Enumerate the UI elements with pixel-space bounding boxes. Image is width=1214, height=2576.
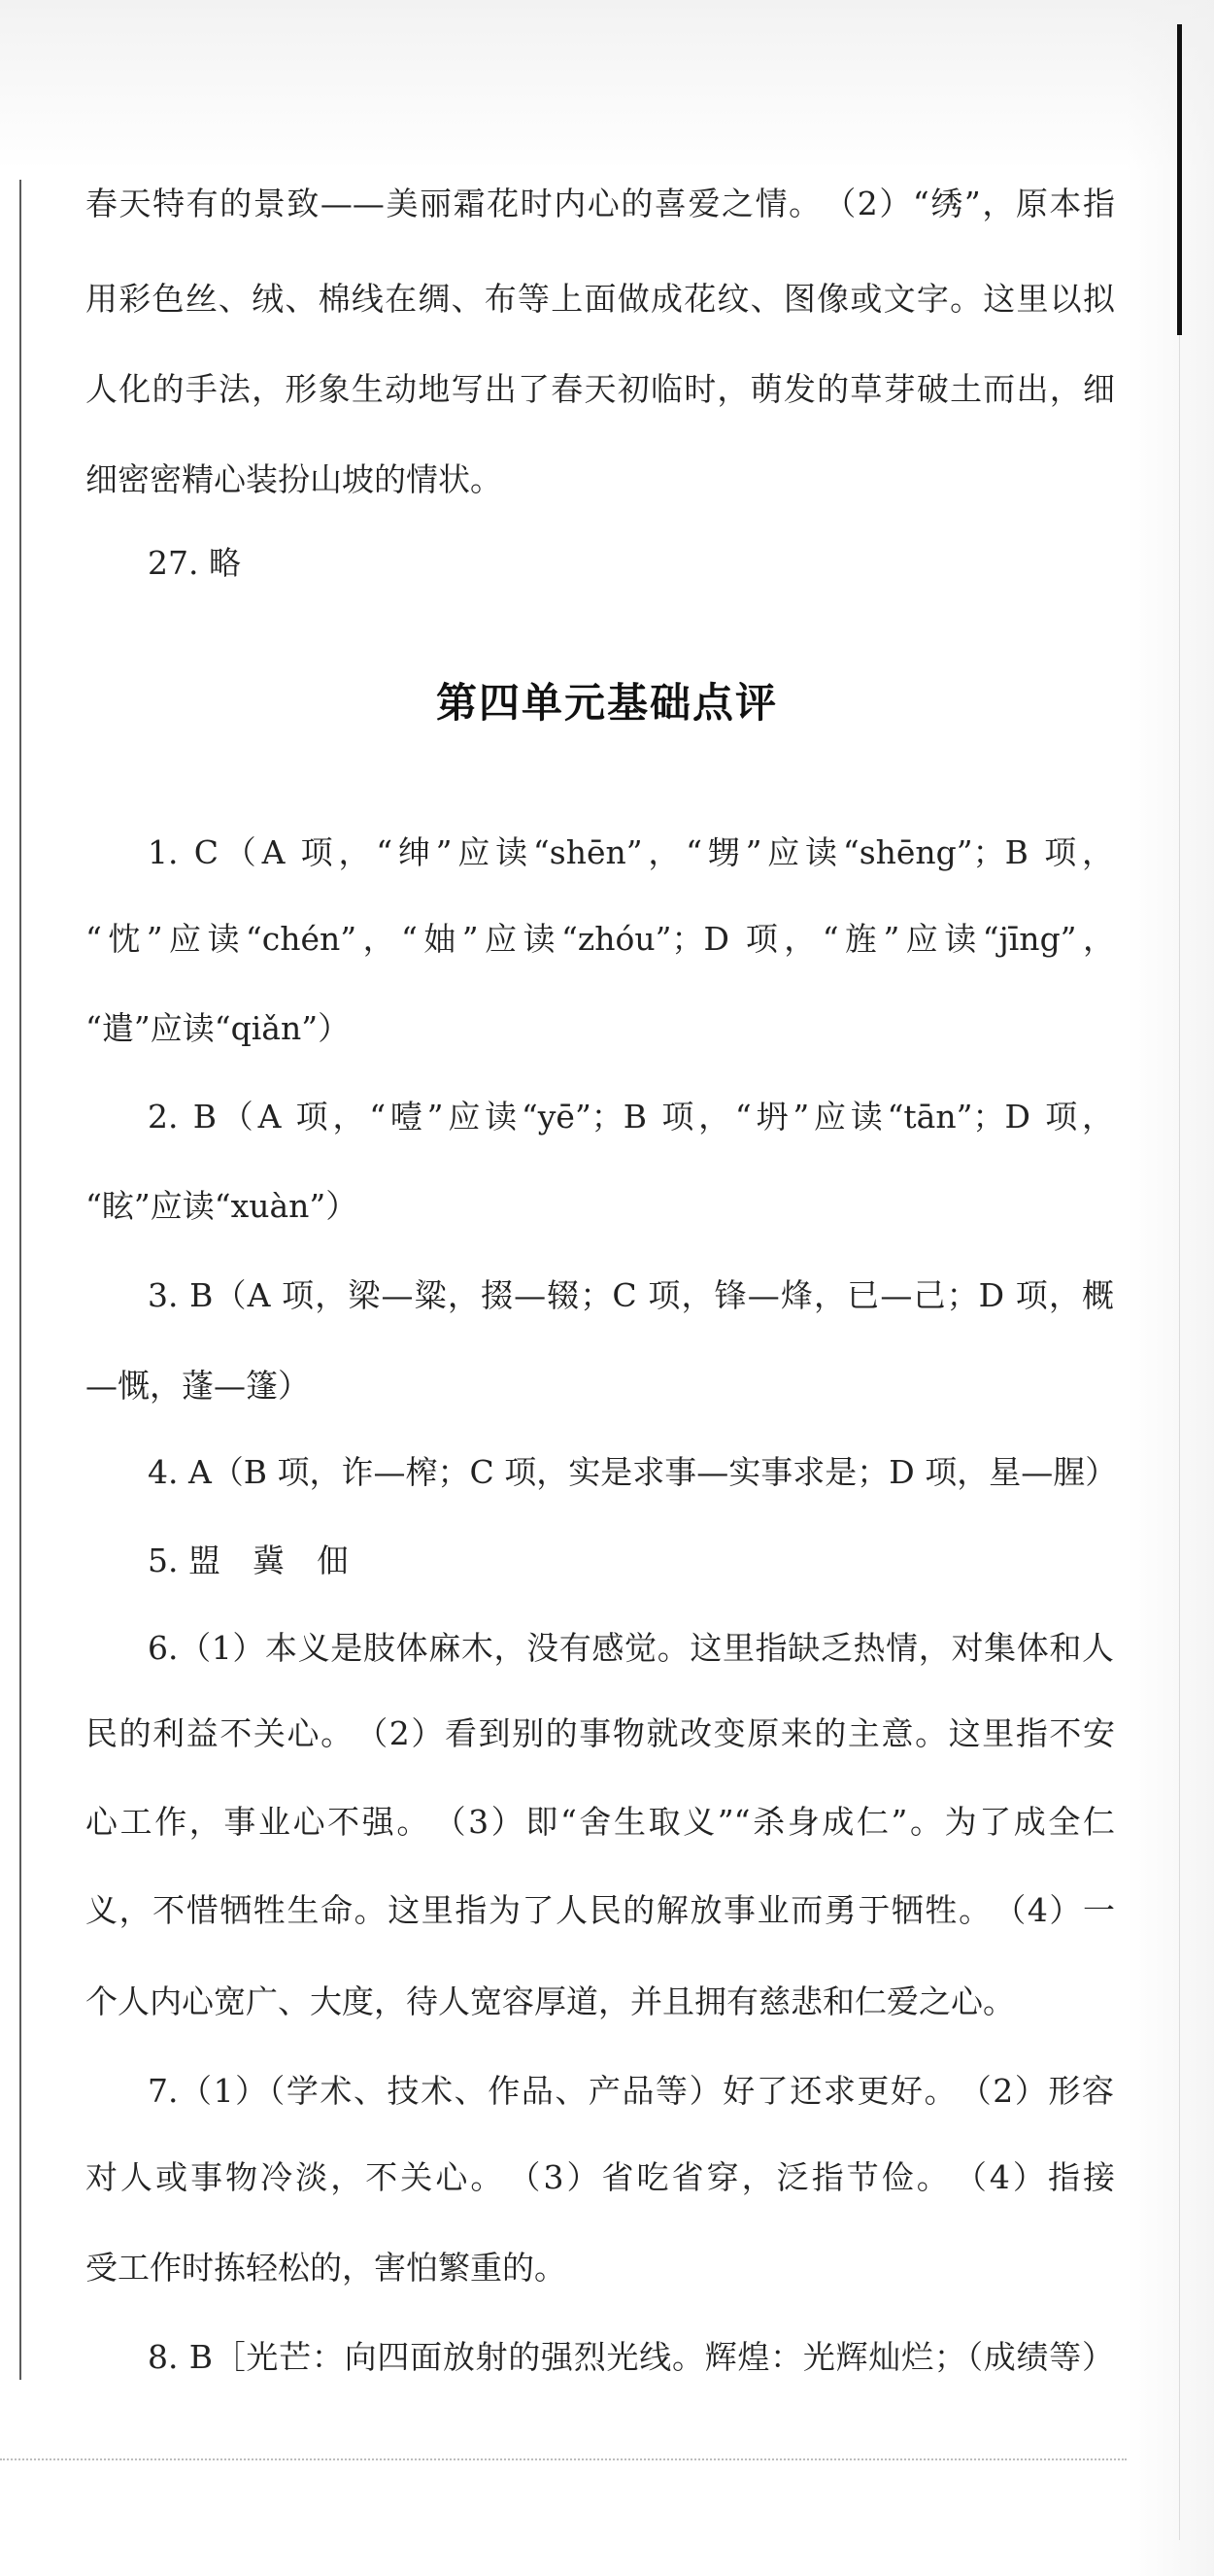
text-line: 细密密精心装扮山坡的情状。 [85,460,502,498]
answer-1: 1. C（A 项，“绅”应读“shēn”，“甥”应读“shēng”；B 项， [148,833,1114,871]
answer-27: 27. 略 [148,544,241,582]
text-line: 对人或事物冷淡，不关心。 （3）省吃省穿，泛指节俭。 （4）指接 [85,2158,1115,2196]
answer-3: 3. B（A 项，梁—粱，掇—辍；C 项，锋—烽，已—己；D 项，概 [148,1276,1114,1314]
text-line: “忱”应读“chén”，“妯”应读“zhóu”；D 项，“旌”应读“jīng”， [85,920,1115,958]
page-edge-dark [1177,24,1182,335]
text-line: 心工作，事业心不强。 （3）即“舍生取义”“杀身成仁”。为了成全仁 [85,1803,1115,1841]
answer-7: 7.（1）（学术、技术、作品、产品等）好了还求更好。 （2）形容 [148,2072,1114,2110]
answer-5: 5. 盟 冀 佃 [148,1542,349,1579]
text-line: 春天特有的景致——美丽霜花时内心的喜爱之情。 （2）“绣”，原本指 [85,185,1115,222]
answer-6: 6.（1）本义是肢体麻木，没有感觉。这里指缺乏热情，对集体和人 [148,1629,1114,1667]
text-line: 个人内心宽广、大度，待人宽容厚道，并且拥有慈悲和仁爱之心。 [85,1983,1015,2020]
scan-right-shadow [1127,0,1214,2576]
text-line: 受工作时拣轻松的，害怕繁重的。 [85,2249,566,2287]
text-line: 用彩色丝、绒、棉线在绸、布等上面做成花纹、图像或文字。这里以拟 [85,280,1115,318]
text-line: 人化的手法，形象生动地写出了春天初临时，萌发的草芽破土而出，细 [85,370,1115,408]
section-title: 第四单元基础点评 [435,679,778,727]
text-line: 民的利益不关心。 （2）看到别的事物就改变原来的主意。这里指不安 [85,1714,1115,1752]
page-edge-light [1179,335,1180,2540]
answer-4: 4. A（B 项，诈—榨；C 项，实是求事—实事求是；D 项，星—腥） [148,1453,1118,1491]
answer-8: 8. B［光芒：向四面放射的强烈光线。辉煌：光辉灿烂；（成绩等） [148,2338,1114,2376]
text-line: “遣”应读“qiǎn”） [85,1009,351,1047]
bottom-dotted-rule [0,2458,1127,2460]
text-line: —慨，蓬—篷） [85,1367,310,1405]
left-margin-rule [19,180,21,2380]
answer-2: 2. B（A 项，“噎”应读“yē”；B 项，“坍”应读“tān”；D 项， [148,1098,1114,1135]
text-line: “眩”应读“xuàn”） [85,1187,358,1225]
scan-top-shadow [0,0,1214,170]
text-line: 义，不惜牺牲生命。这里指为了人民的解放事业而勇于牺牲。 （4）一 [85,1891,1115,1929]
